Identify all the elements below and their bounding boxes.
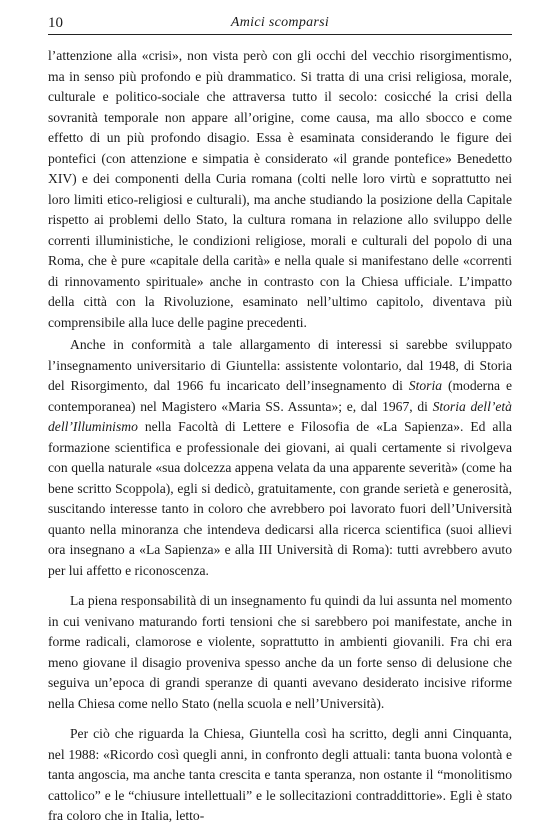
paragraph-4 — [48, 724, 512, 827]
body-text — [48, 46, 512, 827]
page-number: 10 — [48, 15, 63, 31]
paragraph-2-text-b: (moderna e contemporanea) nel Magistero «Maria SS. Assunta»; e, dal 1967, di — [48, 378, 512, 414]
paragraph-4-text: Per ciò che riguarda la Chiesa, Giuntella così ha scritto, degli anni Cinquanta, nel 1988: «Ricordo così quegli anni, in confronto degli attuali: tanta buona volontà e tanta angoscia, ma anche tanta crescita e tanta speranza, non ostante il “monolitismo cattolico” e le “chiusure intellettuali” e le sollecitazioni contraddittorie». Egli è stato fra coloro che in Italia, letto- — [48, 726, 512, 823]
page-header — [48, 14, 512, 35]
paragraph-3 — [48, 591, 512, 714]
paragraph-2-italic-illuminismo: Storia dell’età dell’Illuminismo — [48, 398, 512, 434]
running-title: Amici scomparsi — [230, 15, 330, 30]
paragraph-2-italic-storia: Storia — [408, 378, 443, 393]
paragraph-2-text-c: nella Facoltà di Lettere e Filosofia de «La Sapienza». Ed alla formazione scientifica e professionale dei giovani, ai quali certamente si rivolgeva con quella naturale «sua dolcezza appena velata da una apparente severità» (come ha bene scritto Scoppola), egli si dedicò, gratuitamente, con grande serietà e generosità, suscitando interesse tanto in coloro che avrebbero poi lavorato fuori dell’Università quanto nella minoranza che intendeva dedicarsi alla ricerca scientifica (suoi allievi ora insegnano a «La Sapienza» e alla III Università di Roma): tutti avrebbero avuto per lui affetto e riconoscenza. — [48, 419, 512, 578]
paragraph-2 — [48, 335, 512, 581]
paragraph-3-text: La piena responsabilità di un insegnamento fu quindi da lui assunta nel momento in cui venivano maturando forti tensioni che si sarebbero poi manifestate, anche in forme radicali, clamorose e violente, soprattutto in ambienti giovanili. Fra chi era meno giovane il disagio proveniva spesso anche da un forte senso di delusione che seguiva un’epoca di grandi speranze di quanti avevano desiderato incisive riforme nella Chiesa come nello Stato (nella scuola e nell’Università). — [48, 593, 512, 711]
paragraph-1-text: l’attenzione alla «crisi», non vista però con gli occhi del vecchio risorgimentismo, ma in senso più profondo e più drammatico. Si tratta di una crisi religiosa, morale, culturale e politico-sociale che attraversa tutto il secolo: cosicché la crisi della sovranità temporale non appare all’origine, come causa, ma allo sbocco e come effetto di un più profondo disagio. Essa è esaminata considerando le figure dei pontefici (con attenzione e simpatia è considerato «il grande pontefice» Benedetto XIV) e dei componenti della Curia romana (colti nelle loro virtù e soprattutto nei loro limiti etico-religiosi e culturali), ma anche studiando la posizione della Capitale rispetto ai problemi dello Stato, la cultura romana in relazione allo sviluppo delle correnti illuministiche, le condizioni religiose, morali e culturali del popolo di una Roma, che è pure «capitale della carità» e nella quale si manifestano delle «correnti di rinnovamento spirituale» anche in contrasto con la Chiesa ufficiale. L’impatto della città con la Rivoluzione, esaminato nell’ultimo capitolo, diventava più comprensibile alla luce delle pagine precedenti. — [48, 48, 512, 330]
paragraph-2-text-a: Anche in conformità a tale allargamento di interessi si sarebbe sviluppato l’insegnamento universitario di Giuntella: assistente volontario, dal 1948, di Storia del Risorgimento, dal 1966 fu incaricato dell’insegnamento di — [48, 337, 512, 393]
paragraph-1 — [48, 46, 512, 333]
